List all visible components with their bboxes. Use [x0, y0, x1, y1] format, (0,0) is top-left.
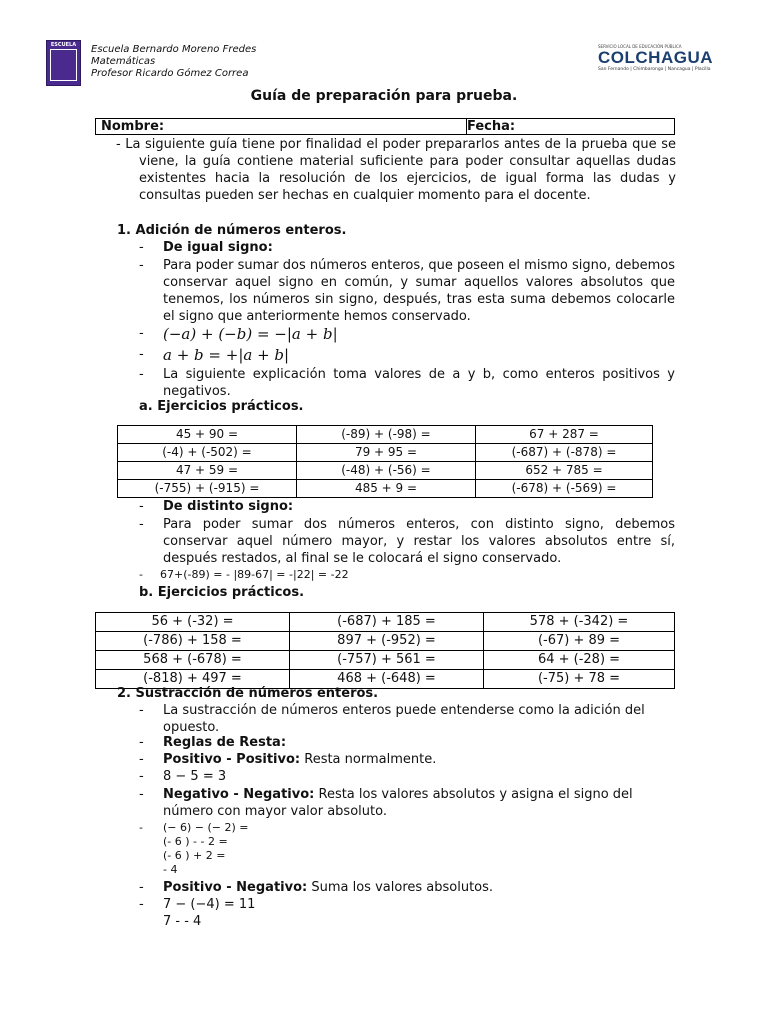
table-row — [96, 613, 675, 632]
table-row — [96, 632, 675, 651]
rule-pos-pos — [163, 751, 436, 768]
logo-subtitle: San Fernando | Chimbarongo | Nancagua | Placilla — [598, 67, 711, 72]
example-line: (− 6) − (− 2) = — [163, 821, 249, 834]
bullet: - — [139, 240, 144, 255]
school-crest-logo — [46, 40, 81, 86]
table-cell: (-678) + (-569) = — [476, 480, 653, 498]
bullet: - — [139, 787, 144, 802]
table-cell: 652 + 785 = — [476, 462, 653, 480]
rule-label: Positivo - Positivo: — [163, 752, 301, 767]
colchagua-logo — [598, 44, 728, 78]
table-row — [118, 426, 653, 444]
intro-text: - La siguiente guía tiene por finalidad el poder prepararlos antes de la prueba que se viene, la guía contiene material suficiente para poder consultar aquellas dudas existentes hacia la resolución de los ejercicios, de igual forma las dudas y consultas pueden ser hechas en cualquier momento para el docente. — [116, 137, 676, 203]
bullet: - — [139, 568, 143, 581]
example-line: (- 6 ) - - 2 = — [163, 835, 228, 848]
bullet: - — [139, 258, 144, 273]
bullet: - — [139, 735, 144, 750]
example-pos-neg-step: 7 - - 4 — [163, 914, 202, 929]
table-cell: 897 + (-952) = — [290, 632, 484, 651]
table-cell: 45 + 90 = — [118, 426, 297, 444]
rule-text: Resta normalmente. — [300, 752, 437, 767]
rule-pos-neg — [163, 879, 493, 896]
table-cell: (-687) + (-878) = — [476, 444, 653, 462]
table-cell: (-786) + 158 = — [96, 632, 290, 651]
subtraction-intro: La sustracción de números enteros puede entenderse como la adición del opuesto. — [163, 703, 645, 735]
bullet: - — [139, 347, 144, 362]
table-cell: (-757) + 561 = — [290, 651, 484, 670]
example-line: (- 6 ) + 2 = — [163, 849, 226, 862]
table-cell: (-4) + (-502) = — [118, 444, 297, 462]
example-pos-pos: 8 − 5 = 3 — [163, 769, 227, 784]
table-row — [118, 462, 653, 480]
bullet: - — [139, 769, 144, 784]
teacher-name: Profesor Ricardo Gómez Correa — [91, 68, 249, 79]
table-cell: 568 + (-678) = — [96, 651, 290, 670]
explanation-text: La siguiente explicación toma valores de a y b, como enteros positivos y negativos. — [163, 367, 675, 399]
table-cell: 67 + 287 = — [476, 426, 653, 444]
table-cell: 578 + (-342) = — [484, 613, 675, 632]
rule-label: Positivo - Negativo: — [163, 880, 308, 895]
table-cell: (-67) + 89 = — [484, 632, 675, 651]
exercise-table-a — [117, 425, 653, 498]
rule-label: Negativo - Negativo: — [163, 787, 315, 802]
table-cell: 468 + (-648) = — [290, 670, 484, 689]
section2-heading: 2. Sustracción de números enteros. — [117, 686, 379, 701]
rule-text: Resta los valores absolutos y asigna el signo del número con mayor valor absoluto. — [163, 787, 633, 819]
table-cell: 47 + 59 = — [118, 462, 297, 480]
table-cell: (-818) + 497 = — [96, 670, 290, 689]
logo-name: COLCHAGUA — [598, 48, 713, 67]
rules-title: Reglas de Resta: — [163, 735, 287, 750]
fecha-label: Fecha: — [467, 119, 516, 134]
school-name: Escuela Bernardo Moreno Fredes — [91, 44, 257, 55]
exercises-a-heading: a. Ejercicios prácticos. — [139, 399, 304, 414]
table-cell: 485 + 9 = — [297, 480, 476, 498]
table-cell: (-755) + (-915) = — [118, 480, 297, 498]
table-cell: (-687) + 185 = — [290, 613, 484, 632]
same-sign-title: De igual signo: — [163, 240, 273, 255]
crest-inner-frame — [50, 49, 77, 81]
bullet: - — [139, 752, 144, 767]
nombre-label: Nombre: — [96, 119, 467, 134]
table-cell: (-75) + 78 = — [484, 670, 675, 689]
table-cell: (-89) + (-98) = — [297, 426, 476, 444]
header-info — [91, 44, 256, 80]
rule-neg-neg — [163, 786, 643, 820]
subject-name: Matemáticas — [91, 56, 156, 67]
same-sign-text: Para poder sumar dos números enteros, que poseen el mismo signo, debemos conservar aquel signo en común, y sumar aquellos valores absolutos que tenemos, los números sin signo, después, tras esta suma debemos colocarle el signo que anteriormente hemos conservado. — [163, 258, 675, 324]
table-row — [96, 651, 675, 670]
intro-paragraph — [116, 136, 676, 204]
logo-small-text: SERVICIO LOCAL DE EDUCACIÓN PÚBLICA — [598, 44, 682, 49]
example-line: - 4 — [163, 863, 178, 876]
table-cell: (-48) + (-56) = — [297, 462, 476, 480]
crest-text: ESCUELA — [50, 42, 77, 48]
table-cell: 64 + (-28) = — [484, 651, 675, 670]
formula-same-positive: a + b = +|a + b| — [163, 346, 290, 364]
section1-heading: 1. Adición de números enteros. — [117, 223, 347, 238]
bullet: - — [139, 367, 144, 382]
bullet: - — [139, 499, 144, 514]
example-pos-neg: 7 − (−4) = 11 — [163, 897, 256, 912]
table-row — [118, 480, 653, 498]
diff-sign-example: 67+(-89) = - |89-67| = -|22| = -22 — [160, 568, 349, 581]
table-row — [118, 444, 653, 462]
exercises-b-heading: b. Ejercicios prácticos. — [139, 585, 305, 600]
table-cell: 79 + 95 = — [297, 444, 476, 462]
bullet: - — [139, 821, 143, 834]
diff-sign-title: De distinto signo: — [163, 499, 294, 514]
diff-sign-text: Para poder sumar dos números enteros, con distinto signo, debemos conservar aquel número mayor, y restar los valores absolutos entre sí, después restados, al final se le colocará el signo conservado. — [163, 517, 675, 566]
page-title: Guía de preparación para prueba. — [250, 88, 518, 104]
bullet: - — [139, 703, 144, 718]
example-neg-neg — [163, 821, 249, 877]
rule-text: Suma los valores absolutos. — [307, 880, 494, 895]
name-date-box — [95, 118, 675, 135]
exercise-table-b — [95, 612, 675, 689]
bullet: - — [139, 880, 144, 895]
bullet: - — [139, 517, 144, 532]
bullet: - — [139, 897, 144, 912]
table-cell: 56 + (-32) = — [96, 613, 290, 632]
bullet: - — [139, 326, 144, 341]
formula-same-negative: (−a) + (−b) = −|a + b| — [163, 325, 338, 343]
